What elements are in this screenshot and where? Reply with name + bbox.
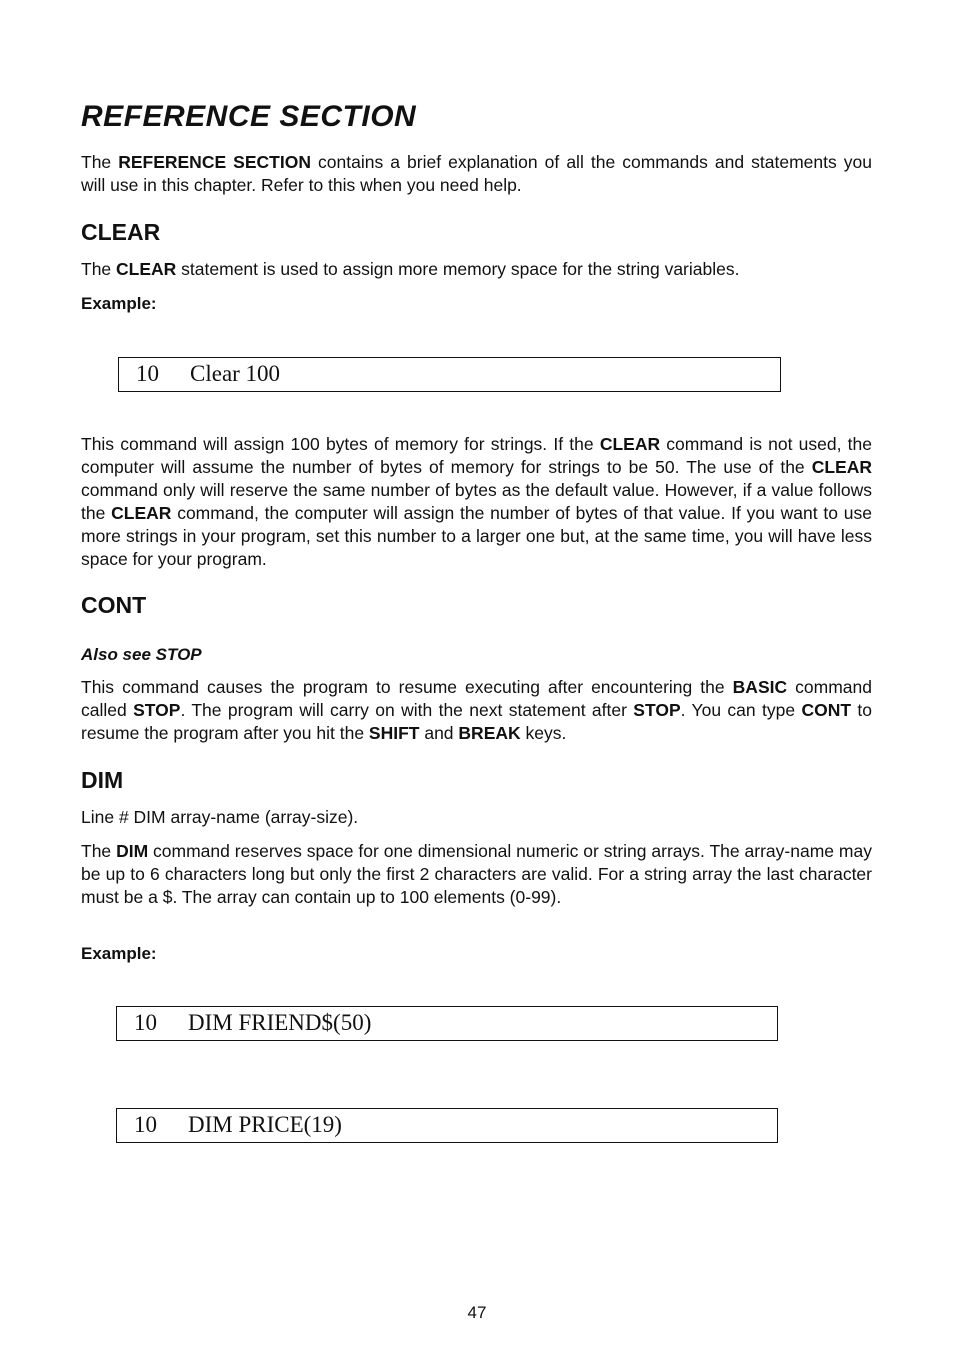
dim-code-box-2: [116, 1108, 778, 1143]
clear-body-text-4: command, the computer will assign the number of bytes of that value. If you want to use more strings in your program, set this number to a larger one but, at the same time, you will have less space for your program.: [81, 503, 872, 569]
clear-code-line-number: 10: [136, 361, 159, 386]
cont-body-bold-3: STOP: [633, 700, 681, 720]
clear-body-text-1: This command will assign 100 bytes of memory for strings. If the: [81, 434, 600, 454]
dim-heading: DIM: [81, 767, 124, 793]
clear-body-text-2: command is not used, the computer will assume the number of bytes of memory for strings to be 50. The use of the: [81, 434, 873, 477]
cont-body-bold-2: STOP: [133, 700, 181, 720]
page-number: 47: [467, 1303, 487, 1322]
cont-body-text-7: keys.: [520, 723, 567, 743]
intro-bold-1: REFERENCE SECTION: [118, 152, 311, 172]
clear-example-label: Example:: [81, 294, 157, 313]
page-title: REFERENCE SECTION: [81, 100, 417, 133]
clear-code-statement: Clear 100: [190, 361, 281, 386]
intro-text-2: contains a brief explanation of all the commands and statements you will use in this chapter. Refer to this when you need help.: [81, 152, 872, 195]
dim-code1-line-number: 10: [134, 1010, 157, 1035]
cont-body-bold-5: SHIFT: [368, 723, 420, 743]
cont-body-text-3: . The program will carry on with the next statement after: [180, 700, 634, 720]
dim-code1-statement: DIM FRIEND$(50): [188, 1010, 372, 1035]
clear-heading: CLEAR: [81, 219, 161, 245]
clear-body-bold-1: CLEAR: [599, 434, 661, 454]
clear-body-bold-3: CLEAR: [111, 503, 172, 523]
clear-body: [81, 433, 872, 571]
dim-code2-statement: DIM PRICE(19): [188, 1112, 342, 1137]
dim-example-label: Example:: [81, 944, 157, 963]
dim-code-box-1: [116, 1006, 778, 1041]
clear-description: [81, 258, 872, 281]
dim-body: [81, 840, 872, 909]
intro-paragraph: [81, 151, 872, 197]
dim-body-text-1: The: [81, 841, 117, 861]
cont-body-bold-1: BASIC: [732, 677, 788, 697]
dim-code2-line-number: 10: [134, 1112, 157, 1137]
cont-heading: CONT: [81, 592, 147, 618]
dim-body-text-2: command reserves space for one dimensional numeric or string arrays. The array-name may be up to 6 characters long but only the first 2 characters are valid. For a string array the last character must be a $. The array can contain up to 100 elements (0-99).: [81, 841, 872, 907]
clear-desc-bold-1: CLEAR: [116, 259, 177, 279]
cont-body-text-1: This command causes the program to resume executing after encountering the: [81, 677, 733, 697]
cont-body: [81, 676, 872, 745]
dim-body-bold-1: DIM: [116, 841, 149, 861]
cont-body-bold-4: CONT: [801, 700, 852, 720]
dim-syntax: Line # DIM array-name (array-size).: [81, 807, 359, 827]
cont-body-text-5: to resume the program after you hit the: [81, 700, 872, 743]
cont-body-bold-6: BREAK: [458, 723, 521, 743]
cont-body-text-4: . You can type: [680, 700, 802, 720]
clear-code-box: [118, 357, 781, 392]
clear-body-bold-2: CLEAR: [811, 457, 872, 477]
cont-also-see: Also see STOP: [81, 645, 202, 664]
cont-body-text-6: and: [419, 723, 459, 743]
intro-text-1: The: [81, 152, 119, 172]
clear-body-text-3: command only will reserve the same number of bytes as the default value. However, if a value follows the: [81, 480, 872, 523]
cont-body-text-2: command called: [81, 677, 873, 720]
clear-desc-text-1: The: [81, 259, 117, 279]
clear-desc-text-2: statement is used to assign more memory space for the string variables.: [176, 259, 740, 279]
